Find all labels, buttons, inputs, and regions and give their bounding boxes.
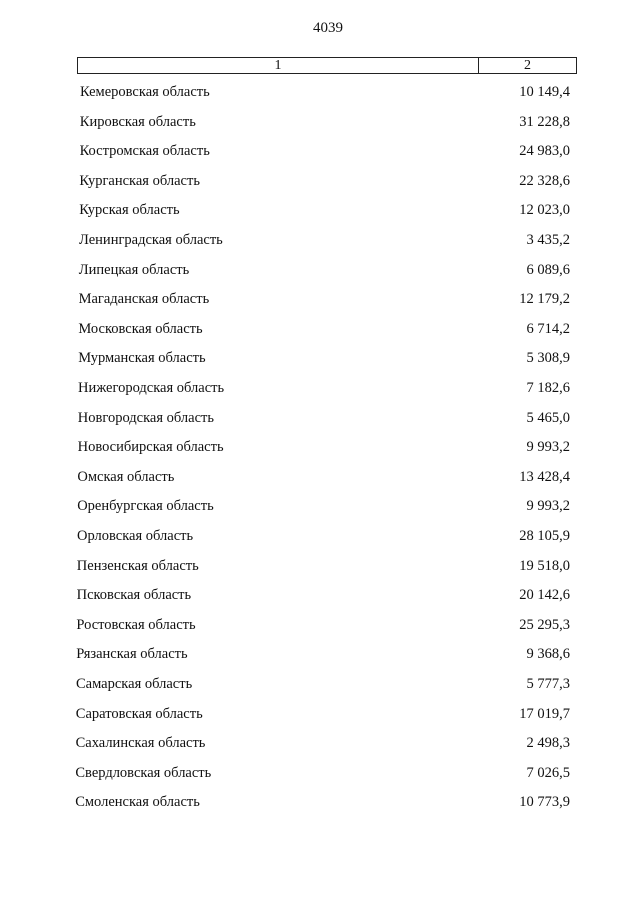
region-name: Оренбургская область — [77, 498, 214, 515]
region-value: 17 019,7 — [519, 705, 570, 722]
region-value: 12 179,2 — [519, 291, 570, 308]
table-row — [0, 143, 640, 163]
table-row — [0, 232, 640, 252]
region-name: Саратовская область — [75, 705, 203, 722]
region-name: Рязанская область — [76, 646, 188, 663]
region-name: Кировская область — [79, 113, 196, 130]
region-name: Курская область — [79, 202, 180, 219]
region-value: 24 983,0 — [519, 143, 570, 160]
region-name: Новгородская область — [77, 409, 214, 426]
region-name: Мурманская область — [78, 350, 206, 367]
page-number: 4039 — [313, 20, 343, 36]
table-row — [0, 735, 640, 755]
region-value: 22 328,6 — [519, 172, 570, 189]
column-header-1: 1 — [78, 58, 479, 73]
region-value: 3 435,2 — [526, 232, 570, 248]
region-name: Новосибирская область — [77, 439, 224, 456]
region-value: 6 089,6 — [526, 261, 570, 278]
table-row — [0, 646, 640, 666]
table-row — [0, 558, 640, 578]
region-name: Ростовская область — [76, 616, 196, 633]
table-row — [0, 469, 640, 489]
table-row — [0, 617, 640, 637]
region-name: Омская область — [77, 468, 175, 485]
region-value: 2 498,3 — [526, 735, 570, 752]
region-value: 10 149,4 — [519, 84, 570, 100]
region-name: Пензенская область — [76, 557, 199, 574]
region-value: 7 182,6 — [526, 380, 570, 396]
column-header-2: 2 — [524, 57, 531, 73]
table-row — [0, 765, 640, 785]
table-row — [0, 676, 640, 696]
region-name: Ленинградская область — [79, 232, 223, 248]
table-row — [0, 321, 640, 341]
region-name: Липецкая область — [78, 261, 190, 278]
region-name: Костромская область — [79, 143, 210, 160]
region-value: 5 308,9 — [526, 350, 570, 367]
table-row — [0, 439, 640, 459]
region-value: 5 777,3 — [526, 676, 570, 692]
table-row — [0, 114, 640, 134]
region-value: 9 993,2 — [526, 439, 570, 456]
region-value: 12 023,0 — [519, 202, 570, 219]
region-name: Орловская область — [77, 528, 194, 544]
region-name: Сахалинская область — [75, 735, 206, 752]
table-row — [0, 84, 640, 104]
region-value: 19 518,0 — [519, 557, 570, 574]
region-name: Смоленская область — [75, 794, 200, 811]
table-row — [0, 794, 640, 814]
region-name: Курганская область — [79, 172, 200, 189]
region-name: Кемеровская область — [80, 84, 210, 100]
region-value: 20 142,6 — [519, 587, 570, 604]
table-row — [0, 498, 640, 518]
region-value: 9 993,2 — [526, 498, 570, 515]
region-value: 28 105,9 — [519, 528, 570, 544]
region-name: Псковская область — [76, 587, 192, 604]
region-name: Свердловская область — [75, 764, 212, 781]
table-row — [0, 350, 640, 370]
table-row — [0, 528, 640, 548]
region-value: 5 465,0 — [526, 409, 570, 426]
table-row — [0, 706, 640, 726]
table-row — [0, 173, 640, 193]
table-row — [0, 410, 640, 430]
region-value: 31 228,8 — [519, 113, 570, 130]
table-row — [0, 202, 640, 222]
region-value: 25 295,3 — [519, 616, 570, 633]
table-header — [77, 57, 577, 74]
table-row — [0, 291, 640, 311]
region-name: Магаданская область — [78, 291, 210, 308]
table-row — [0, 380, 640, 400]
region-name: Самарская область — [76, 676, 193, 692]
region-name: Московская область — [78, 320, 203, 337]
region-name: Нижегородская область — [78, 380, 225, 396]
table-row — [0, 587, 640, 607]
region-value: 9 368,6 — [526, 646, 570, 663]
region-value: 7 026,5 — [526, 764, 570, 781]
region-value: 13 428,4 — [519, 468, 570, 485]
table-row — [0, 262, 640, 282]
region-value: 6 714,2 — [526, 320, 570, 337]
region-value: 10 773,9 — [519, 794, 570, 811]
